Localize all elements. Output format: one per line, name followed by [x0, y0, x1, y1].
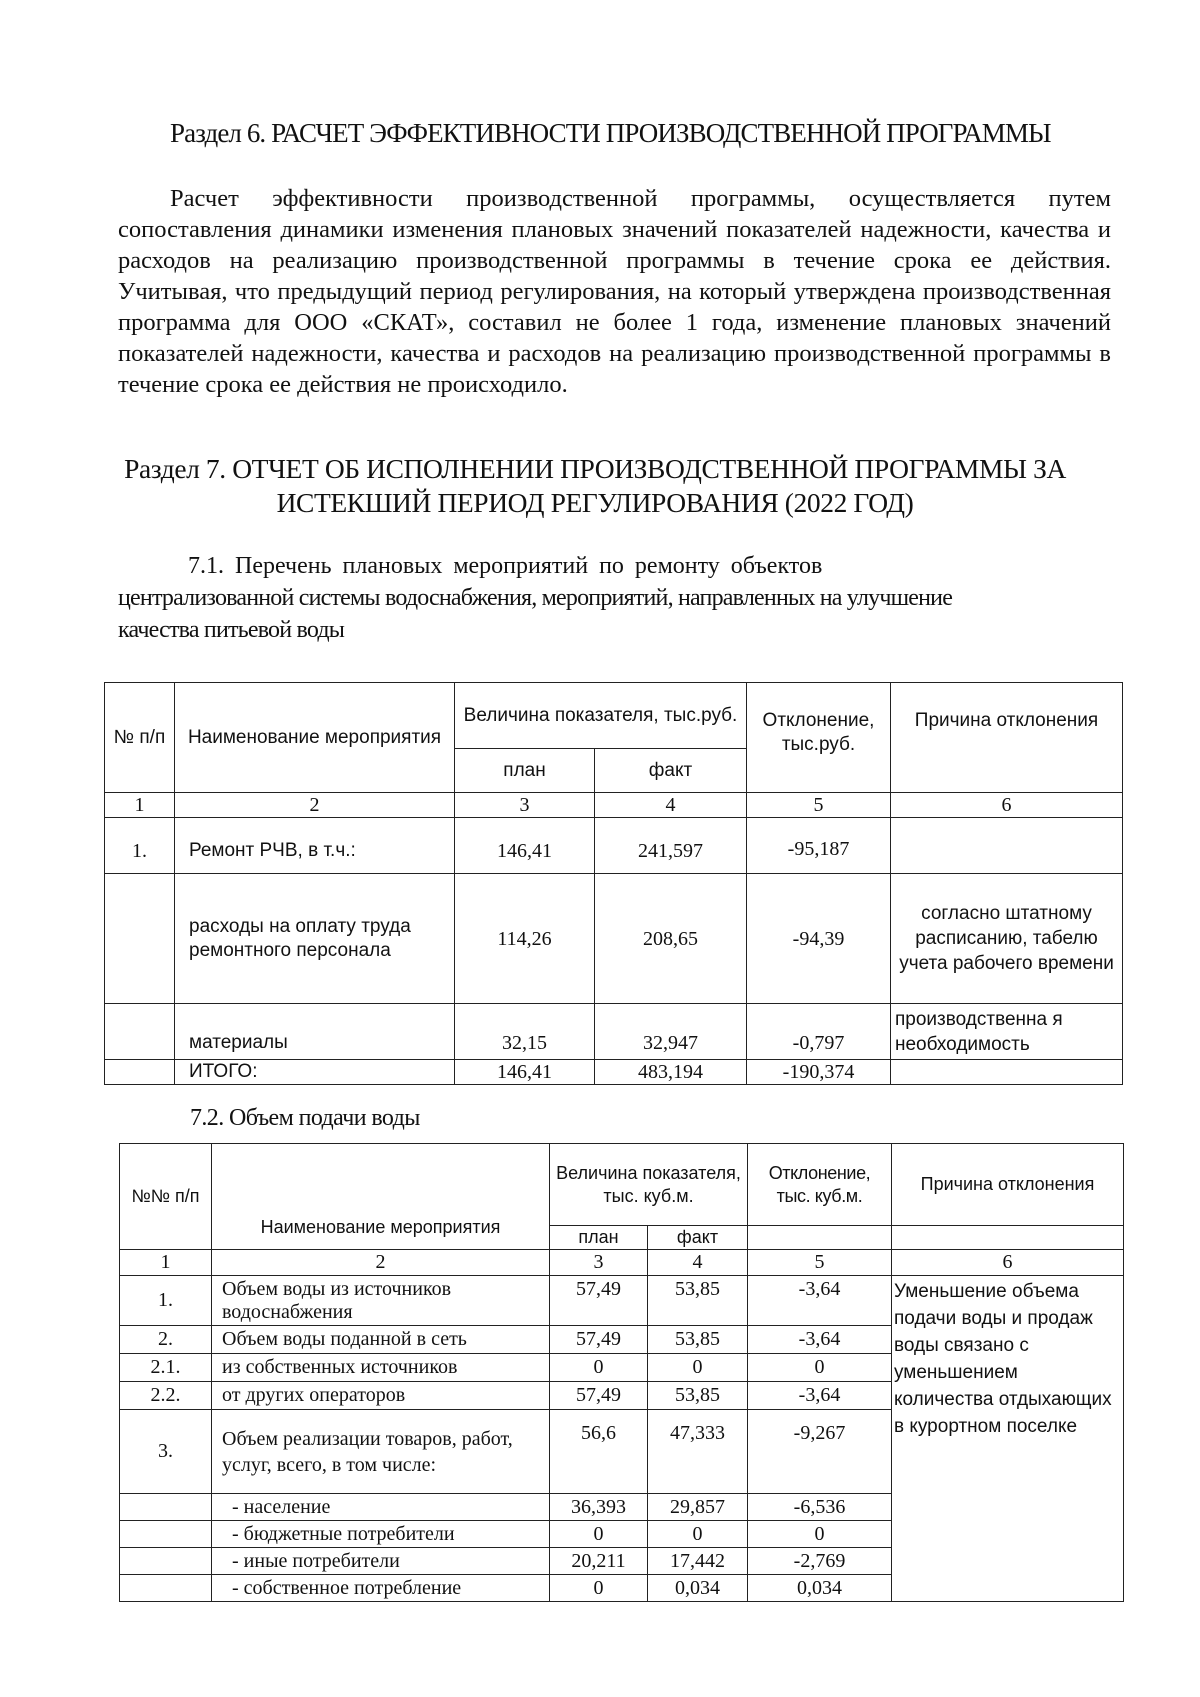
row-fact: 53,85 [648, 1276, 748, 1326]
subsection-7-1-heading [118, 550, 1118, 646]
row-reason: согласно штатному расписанию, табелю учета рабочего времени [891, 874, 1123, 1004]
row-num [105, 1060, 175, 1085]
row-name: - собственное потребление [212, 1575, 550, 1602]
row-reason [891, 1060, 1123, 1085]
row-fact: 0,034 [648, 1575, 748, 1602]
row-deviation: 0 [748, 1521, 892, 1548]
row-reason: производственна я необходимость [891, 1004, 1123, 1060]
row-fact: 241,597 [595, 818, 747, 874]
col-number: 6 [892, 1250, 1124, 1276]
row-name: - население [212, 1494, 550, 1521]
header-value: Величина показателя, тыс. куб.м. [550, 1144, 748, 1226]
header-fact: факт [595, 749, 747, 793]
row-plan: 146,41 [455, 818, 595, 874]
section-7-title [80, 452, 1110, 520]
row-num [120, 1494, 212, 1521]
row-plan: 36,393 [550, 1494, 648, 1521]
col-number: 3 [550, 1250, 648, 1276]
subsection-7-1-line-2: централизованной системы водоснабжения, мероприятий, направленных на улучшение [118, 585, 953, 611]
row-plan: 57,49 [550, 1276, 648, 1326]
header-num: №№ п/п [120, 1144, 212, 1250]
row-num: 1. [120, 1276, 212, 1326]
header-deviation: Отклонение, тыс.руб. [747, 683, 891, 793]
row-num [105, 1004, 175, 1060]
row-name: материалы [175, 1004, 455, 1060]
row-fact: 47,333 [648, 1410, 748, 1494]
subsection-7-1-line-1: 7.1. Перечень плановых мероприятий по ремонту объектов [188, 553, 823, 579]
row-fact: 53,85 [648, 1382, 748, 1410]
header-plan: план [550, 1226, 648, 1250]
row-deviation: -0,797 [747, 1004, 891, 1060]
section-6-paragraph: Расчет эффективности производственной программы, осуществляется путем сопоставления динамики изменения плановых значений показателей надежности, качества и расходов на реализацию производственной программы в течение срока ее действия. Учитывая, что предыдущий период регулирования, на который утверждена производственная программа для ООО «СКАТ», составил не более 1 года, изменение плановых значений показателей надежности, качества и расходов на реализацию производственной программы в течение срока ее действия не происходило. [118, 185, 1111, 398]
subsection-7-2-heading: 7.2. Объем подачи воды [190, 1105, 420, 1131]
row-num: 3. [120, 1410, 212, 1494]
table-column-numbers-row [120, 1250, 1124, 1276]
row-reason [891, 818, 1123, 874]
row-num: 2. [120, 1326, 212, 1354]
section-7-title-line-2: ИСТЕКШИЙ ПЕРИОД РЕГУЛИРОВАНИЯ (2022 ГОД) [276, 487, 914, 518]
water-supply-volume-table [119, 1143, 1124, 1602]
row-plan: 57,49 [550, 1382, 648, 1410]
row-fact: 483,194 [595, 1060, 747, 1085]
section-6-title: Раздел 6. РАСЧЕТ ЭФФЕКТИВНОСТИ ПРОИЗВОДСТВЕННОЙ ПРОГРАММЫ [170, 118, 1051, 148]
col-number: 4 [648, 1250, 748, 1276]
row-deviation: -3,64 [748, 1326, 892, 1354]
row-deviation: -94,39 [747, 874, 891, 1004]
row-deviation: -95,187 [747, 818, 891, 874]
row-fact: 32,947 [595, 1004, 747, 1060]
row-name: - иные потребители [212, 1548, 550, 1575]
row-name: Объем воды поданной в сеть [212, 1326, 550, 1354]
col-number: 1 [105, 793, 175, 818]
row-plan: 0 [550, 1354, 648, 1382]
repair-measures-table [104, 682, 1123, 1085]
row-plan: 56,6 [550, 1410, 648, 1494]
row-name: из собственных источников [212, 1354, 550, 1382]
row-fact: 17,442 [648, 1548, 748, 1575]
col-number: 5 [747, 793, 891, 818]
row-fact: 208,65 [595, 874, 747, 1004]
row-deviation: -6,536 [748, 1494, 892, 1521]
table-column-numbers-row [105, 793, 1123, 818]
col-number: 1 [120, 1250, 212, 1276]
row-deviation: -2,769 [748, 1548, 892, 1575]
col-number: 6 [891, 793, 1123, 818]
row-deviation: -3,64 [748, 1276, 892, 1326]
header-empty-cell [892, 1226, 1124, 1250]
row-fact: 53,85 [648, 1326, 748, 1354]
row-plan: 0 [550, 1575, 648, 1602]
table-row [105, 818, 1123, 874]
row-deviation: -190,374 [747, 1060, 891, 1085]
header-value: Величина показателя, тыс.руб. [455, 683, 747, 749]
header-reason: Причина отклонения [892, 1144, 1124, 1226]
row-plan: 20,211 [550, 1548, 648, 1575]
row-name: - бюджетные потребители [212, 1521, 550, 1548]
table-row [105, 874, 1123, 1004]
row-deviation: 0,034 [748, 1575, 892, 1602]
row-deviation: -9,267 [748, 1410, 892, 1494]
col-number: 4 [595, 793, 747, 818]
row-plan: 32,15 [455, 1004, 595, 1060]
col-number: 2 [212, 1250, 550, 1276]
row-name: Объем реализации товаров, работ, услуг, всего, в том числе: [212, 1410, 550, 1494]
row-name: расходы на оплату труда ремонтного персонала [175, 874, 455, 1004]
table-row [105, 1004, 1123, 1060]
header-fact: факт [648, 1226, 748, 1250]
header-name: Наименование мероприятия [175, 683, 455, 793]
row-fact: 0 [648, 1521, 748, 1548]
row-plan: 114,26 [455, 874, 595, 1004]
row-plan: 146,41 [455, 1060, 595, 1085]
row-num [120, 1548, 212, 1575]
table-header-row [105, 683, 1123, 749]
section-7-title-line-1: Раздел 7. ОТЧЕТ ОБ ИСПОЛНЕНИИ ПРОИЗВОДСТВЕННОЙ ПРОГРАММЫ ЗА [124, 453, 1066, 484]
row-name: Объем воды из источников водоснабжения [212, 1276, 550, 1326]
row-num: 1. [105, 818, 175, 874]
row-num [120, 1521, 212, 1548]
col-number: 3 [455, 793, 595, 818]
row-plan: 0 [550, 1521, 648, 1548]
header-deviation: Отклонение, тыс. куб.м. [748, 1144, 892, 1226]
row-fact: 29,857 [648, 1494, 748, 1521]
table-header-row [120, 1144, 1124, 1226]
row-num: 2.1. [120, 1354, 212, 1382]
row-reason: Уменьшение объема подачи воды и продаж воды связано с уменьшением количества отдыхающих в курортном поселке [892, 1276, 1124, 1602]
row-num [105, 874, 175, 1004]
row-plan: 57,49 [550, 1326, 648, 1354]
row-name: от других операторов [212, 1382, 550, 1410]
table-total-row [105, 1060, 1123, 1085]
row-name: Ремонт РЧВ, в т.ч.: [175, 818, 455, 874]
col-number: 5 [748, 1250, 892, 1276]
header-name: Наименование мероприятия [212, 1144, 550, 1250]
col-number: 2 [175, 793, 455, 818]
row-deviation: 0 [748, 1354, 892, 1382]
row-num [120, 1575, 212, 1602]
row-name: ИТОГО: [175, 1060, 455, 1085]
row-deviation: -3,64 [748, 1382, 892, 1410]
header-num: № п/п [105, 683, 175, 793]
subsection-7-1-line-3: качества питьевой воды [118, 617, 345, 643]
row-fact: 0 [648, 1354, 748, 1382]
header-plan: план [455, 749, 595, 793]
table-row [120, 1276, 1124, 1326]
header-empty-cell [748, 1226, 892, 1250]
row-num: 2.2. [120, 1382, 212, 1410]
header-reason: Причина отклонения [891, 683, 1123, 793]
